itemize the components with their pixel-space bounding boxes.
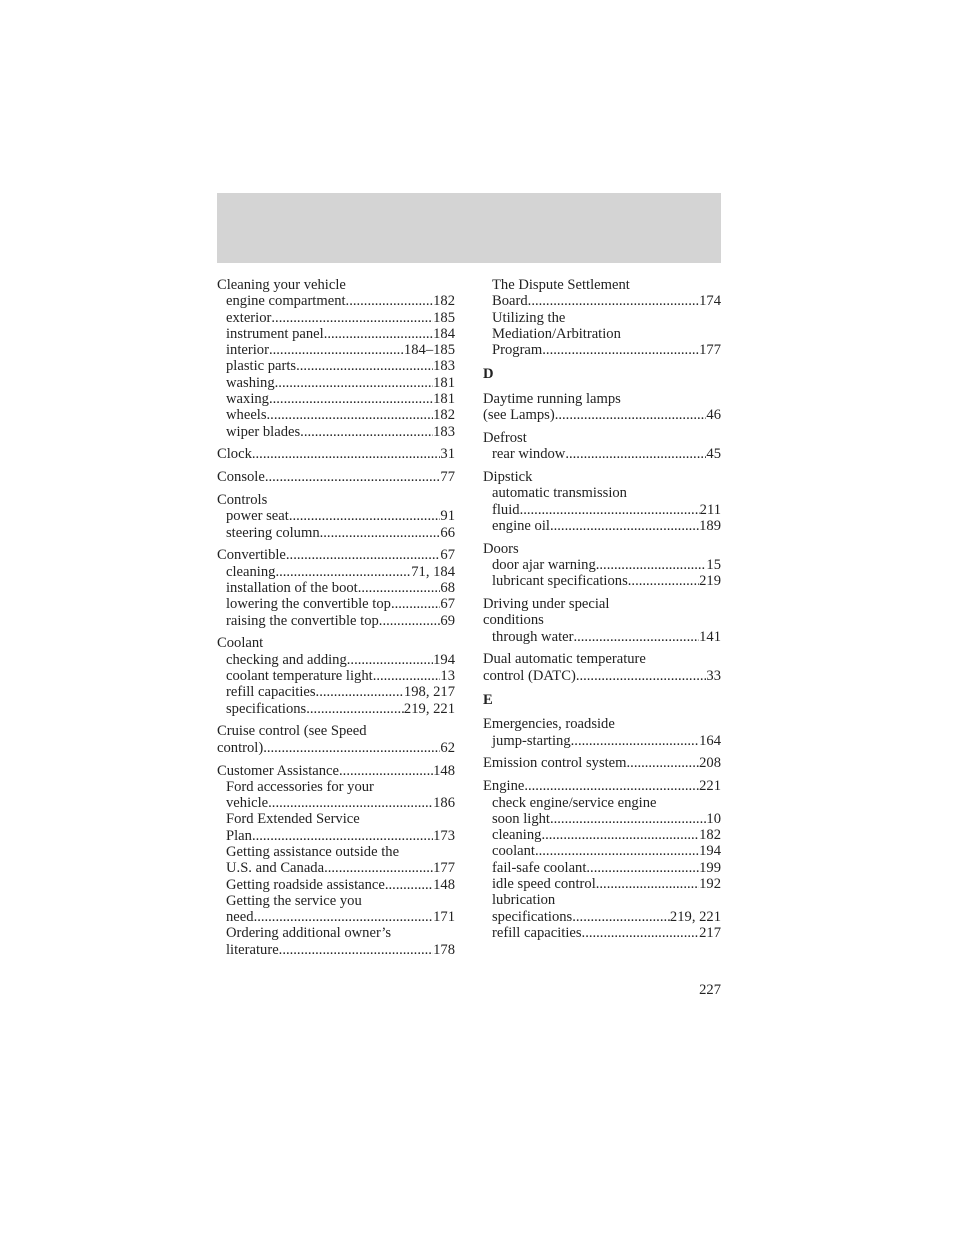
section-letter: E <box>483 692 493 709</box>
entry-label: checking and adding <box>226 651 347 668</box>
dot-leader <box>268 795 433 811</box>
index-subentry <box>483 892 721 908</box>
entry-label: coolant temperature light <box>226 668 373 685</box>
index-entry <box>217 446 455 462</box>
entry-label: Ford Extended Service <box>226 811 360 828</box>
entry-page: 199 <box>699 859 721 876</box>
entry-label: literature <box>226 941 279 958</box>
index-subentry <box>217 828 455 844</box>
dot-leader <box>576 668 707 684</box>
index-subentry <box>483 277 721 293</box>
entry-label: through water <box>492 628 574 645</box>
entry-page: 219 <box>699 573 721 590</box>
entry-page: 46 <box>706 407 721 424</box>
index-subentry <box>217 508 455 524</box>
dot-leader <box>542 342 699 358</box>
dot-leader <box>627 755 700 771</box>
section-letter: D <box>483 366 494 383</box>
entry-page: 181 <box>433 391 455 408</box>
entry-page: 198, 217 <box>403 684 455 701</box>
index-subentry <box>483 860 721 876</box>
dot-leader <box>520 502 700 518</box>
entry-label: Mediation/Arbitration <box>492 325 621 342</box>
index-entry <box>483 612 721 628</box>
entry-label: fail-safe coolant <box>492 859 587 876</box>
entry-label: Ordering additional owner’s <box>226 925 392 942</box>
entry-label: raising the convertible top <box>226 612 379 629</box>
index-column-left <box>217 277 455 958</box>
dot-leader <box>269 342 404 358</box>
entry-page: 33 <box>706 667 721 684</box>
index-subentry <box>217 942 455 958</box>
index-subentry <box>217 564 455 580</box>
index-entry <box>483 668 721 684</box>
entry-page: 68 <box>440 580 455 597</box>
entry-page: 141 <box>699 628 721 645</box>
entry-page: 178 <box>433 941 455 958</box>
index-subentry <box>483 310 721 326</box>
dot-leader <box>586 860 699 876</box>
dot-leader <box>379 613 441 629</box>
entry-label: U.S. and Canada <box>226 860 325 877</box>
entry-label: soon light <box>492 810 550 827</box>
index-entry <box>483 469 721 485</box>
dot-leader <box>555 407 707 423</box>
entry-label: Doors <box>483 540 519 557</box>
entry-page: 177 <box>699 342 721 359</box>
index-subentry <box>217 668 455 684</box>
dot-leader <box>339 763 433 779</box>
dot-leader <box>582 925 700 941</box>
index-subentry <box>217 293 455 309</box>
entry-page: 10 <box>706 810 721 827</box>
dot-leader <box>541 827 699 843</box>
entry-page: 62 <box>440 739 455 756</box>
entry-label: steering column <box>226 524 320 541</box>
entry-label: Clock <box>217 446 252 463</box>
entry-label: control (DATC) <box>483 667 576 684</box>
index-subentry <box>483 446 721 462</box>
index-entry <box>483 651 721 667</box>
index-column-right <box>483 277 721 941</box>
index-subentry <box>217 893 455 909</box>
dot-leader <box>300 424 433 440</box>
dot-leader <box>275 375 433 391</box>
entry-page: 45 <box>706 446 721 463</box>
entry-page: 177 <box>433 860 455 877</box>
entry-label: jump-starting <box>492 732 571 749</box>
index-subentry <box>217 811 455 827</box>
index-subentry <box>217 326 455 342</box>
index-entry <box>483 716 721 732</box>
entry-page: 219, 221 <box>403 700 455 717</box>
entry-label: wiper blades <box>226 423 301 440</box>
entry-label: installation of the boot <box>226 580 358 597</box>
index-subentry <box>217 391 455 407</box>
entry-page: 69 <box>440 612 455 629</box>
entry-label: Ford accessories for your <box>226 778 374 795</box>
entry-page: 211 <box>699 501 721 518</box>
entry-label: Controls <box>217 492 268 509</box>
entry-label: interior <box>226 342 269 359</box>
index-entry <box>217 277 455 293</box>
entry-label: specifications <box>226 700 307 717</box>
entry-page: 217 <box>699 924 721 941</box>
entry-label: Cruise control (see Speed <box>217 723 367 740</box>
dot-leader <box>347 652 433 668</box>
entry-page: 148 <box>433 876 455 893</box>
index-subentry <box>217 652 455 668</box>
entry-page: 174 <box>699 293 721 310</box>
dot-leader <box>596 876 699 892</box>
entry-label: idle speed control <box>492 876 596 892</box>
dot-leader <box>296 358 433 374</box>
index-entry <box>217 763 455 779</box>
index-subentry <box>483 795 721 811</box>
dot-leader <box>571 733 699 749</box>
entry-label: Getting the service you <box>226 892 362 909</box>
dot-leader <box>263 740 440 756</box>
entry-label: (see Lamps) <box>483 407 555 424</box>
entry-page: 31 <box>440 446 455 463</box>
index-subentry <box>483 876 721 892</box>
entry-label: plastic parts <box>226 358 297 375</box>
dot-leader <box>279 942 433 958</box>
entry-label: coolant <box>492 843 535 860</box>
entry-label: lowering the convertible top <box>226 596 391 613</box>
index-subentry <box>483 518 721 534</box>
index-subentry <box>217 909 455 925</box>
entry-page: 164 <box>699 732 721 749</box>
dot-leader <box>316 684 404 700</box>
index-entry <box>483 596 721 612</box>
entry-page: 185 <box>433 309 455 326</box>
index-subentry <box>217 684 455 700</box>
entry-label: Defrost <box>483 429 527 446</box>
index-subentry <box>483 827 721 843</box>
dot-leader <box>628 573 699 589</box>
entry-label: vehicle <box>226 795 269 812</box>
letter-gap <box>483 684 721 692</box>
index-subentry <box>217 424 455 440</box>
dot-leader <box>550 811 706 827</box>
entry-label: lubricant specifications <box>492 573 628 590</box>
index-entry <box>483 778 721 794</box>
index-entry <box>483 755 721 771</box>
index-subentry <box>483 573 721 589</box>
index-subentry <box>483 502 721 518</box>
entry-page: 182 <box>699 827 721 844</box>
entry-page: 171 <box>433 909 455 926</box>
entry-label: Convertible <box>217 547 286 564</box>
entry-label: Getting roadside assistance <box>226 876 385 893</box>
entry-label: engine oil <box>492 517 550 534</box>
index-subentry <box>483 629 721 645</box>
entry-label: Program <box>492 342 543 359</box>
index-subentry <box>217 877 455 893</box>
entry-page: 148 <box>433 762 455 779</box>
entry-page: 91 <box>440 508 455 525</box>
index-subentry <box>217 342 455 358</box>
dot-leader <box>346 293 434 309</box>
entry-label: The Dispute Settlement <box>492 277 630 293</box>
index-entry <box>483 430 721 446</box>
entry-page: 189 <box>699 517 721 534</box>
index-subentry <box>483 733 721 749</box>
entry-page: 221 <box>699 778 721 795</box>
index-subentry <box>217 358 455 374</box>
entry-label: refill capacities <box>226 684 316 701</box>
index-subentry <box>217 596 455 612</box>
index-entry <box>217 723 455 739</box>
dot-leader <box>320 525 441 541</box>
index-entry <box>217 492 455 508</box>
dot-leader <box>596 557 707 573</box>
entry-page: 181 <box>433 374 455 391</box>
entry-label: Plan <box>226 827 252 844</box>
dot-leader <box>289 508 441 524</box>
dot-leader <box>565 446 706 462</box>
entry-label: Daytime running lamps <box>483 390 621 407</box>
entry-label: engine compartment <box>226 293 346 310</box>
entry-page: 77 <box>440 469 455 486</box>
entry-page: 183 <box>433 358 455 375</box>
index-entry <box>217 635 455 651</box>
entry-label: waxing <box>226 391 269 408</box>
entry-page: 67 <box>440 547 455 564</box>
entry-label: check engine/service engine <box>492 794 657 811</box>
dot-leader <box>269 391 433 407</box>
dot-leader <box>572 909 670 925</box>
entry-label: Emergencies, roadside <box>483 716 615 733</box>
dot-leader <box>306 701 404 717</box>
entry-label: power seat <box>226 508 289 525</box>
index-subentry <box>217 844 455 860</box>
index-subentry <box>217 795 455 811</box>
entry-label: rear window <box>492 446 566 463</box>
entry-page: 186 <box>433 795 455 812</box>
entry-label: instrument panel <box>226 325 324 342</box>
dot-leader <box>385 877 433 893</box>
entry-label: specifications <box>492 908 573 925</box>
dot-leader <box>373 668 441 684</box>
entry-label: Engine <box>483 778 525 795</box>
index-subentry <box>217 525 455 541</box>
index-subentry <box>483 342 721 358</box>
dot-leader <box>324 326 433 342</box>
index-subentry <box>217 860 455 876</box>
index-subentry <box>217 375 455 391</box>
entry-label: Console <box>217 469 265 486</box>
index-subentry <box>483 293 721 309</box>
entry-label: conditions <box>483 612 544 629</box>
index-subentry <box>483 925 721 941</box>
entry-page: 184–185 <box>403 342 455 359</box>
entry-label: Customer Assistance <box>217 762 340 779</box>
entry-label: refill capacities <box>492 924 582 941</box>
entry-label: automatic transmission <box>492 485 627 502</box>
dot-leader <box>275 564 411 580</box>
entry-label: Dual automatic temperature <box>483 651 646 668</box>
page-number: 227 <box>699 982 721 998</box>
letter-gap <box>483 358 721 366</box>
entry-label: Utilizing the <box>492 309 566 326</box>
dot-leader <box>358 580 441 596</box>
index-entry <box>483 391 721 407</box>
entry-label: lubrication <box>492 892 556 909</box>
entry-label: wheels <box>226 407 267 424</box>
dot-leader <box>252 828 433 844</box>
dot-leader <box>254 909 434 925</box>
index-subentry <box>483 326 721 342</box>
entry-label: washing <box>226 374 275 391</box>
entry-page: 194 <box>699 843 721 860</box>
index-subentry <box>483 485 721 501</box>
header-bar <box>217 193 721 263</box>
letter-gap <box>483 708 721 716</box>
index-subentry <box>483 909 721 925</box>
dot-leader <box>265 469 441 485</box>
index-subentry <box>217 701 455 717</box>
entry-label: Driving under special <box>483 596 610 613</box>
entry-page: 66 <box>440 524 455 541</box>
index-entry <box>483 541 721 557</box>
entry-label: Coolant <box>217 635 264 652</box>
entry-page: 173 <box>433 827 455 844</box>
entry-label: Getting assistance outside the <box>226 844 400 860</box>
entry-label: cleaning <box>226 563 276 580</box>
dot-leader <box>267 407 434 423</box>
index-subentry <box>217 779 455 795</box>
index-subentry <box>483 811 721 827</box>
index-entry <box>483 407 721 423</box>
entry-label: Emission control system <box>483 755 627 772</box>
dot-leader <box>535 843 699 859</box>
index-entry <box>217 740 455 756</box>
entry-label: Board <box>492 293 528 310</box>
entry-page: 13 <box>440 668 455 685</box>
dot-leader <box>271 310 433 326</box>
entry-label: exterior <box>226 309 272 326</box>
dot-leader <box>524 778 699 794</box>
entry-label: door ajar warning <box>492 556 596 573</box>
entry-page: 184 <box>433 325 455 342</box>
entry-label: need <box>226 909 254 926</box>
entry-label: fluid <box>492 501 520 518</box>
index-subentry <box>483 557 721 573</box>
entry-page: 15 <box>706 556 721 573</box>
entry-page: 71, 184 <box>411 563 455 580</box>
index-entry <box>217 547 455 563</box>
index-subentry <box>217 407 455 423</box>
dot-leader <box>324 860 433 876</box>
index-entry <box>217 469 455 485</box>
index-subentry <box>217 580 455 596</box>
entry-page: 67 <box>440 596 455 613</box>
dot-leader <box>252 446 441 462</box>
entry-label: cleaning <box>492 827 542 844</box>
dot-leader <box>286 547 441 563</box>
entry-page: 208 <box>699 755 721 772</box>
entry-label: Dipstick <box>483 468 533 485</box>
dot-leader <box>528 293 699 309</box>
entry-page: 182 <box>433 407 455 424</box>
entry-page: 182 <box>433 293 455 310</box>
letter-gap <box>483 383 721 391</box>
entry-page: 192 <box>699 876 721 892</box>
dot-leader <box>391 596 440 612</box>
dot-leader <box>573 629 699 645</box>
index-subentry <box>483 843 721 859</box>
entry-label: Cleaning your vehicle <box>217 277 346 293</box>
index-subentry <box>217 613 455 629</box>
index-subentry <box>217 310 455 326</box>
entry-page: 194 <box>433 651 455 668</box>
index-subentry <box>217 925 455 941</box>
entry-page: 219, 221 <box>669 908 721 925</box>
entry-page: 183 <box>433 423 455 440</box>
entry-label: control) <box>217 739 264 756</box>
dot-leader <box>550 518 699 534</box>
